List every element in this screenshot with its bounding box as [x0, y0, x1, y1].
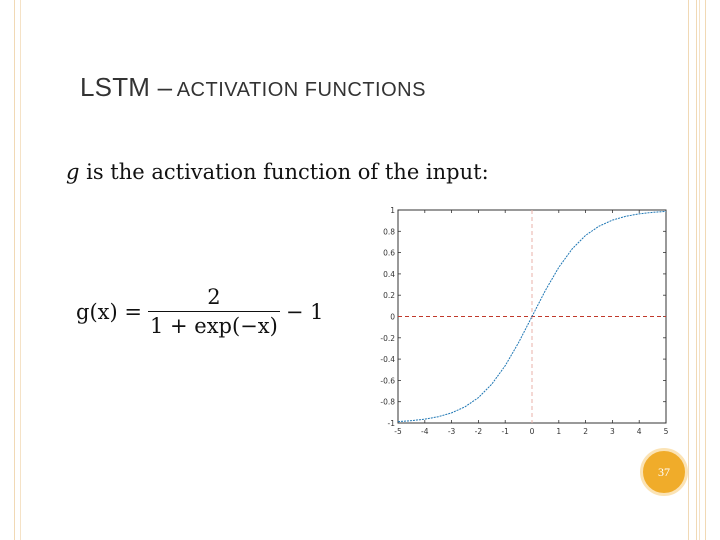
formula-denominator: 1 + exp(−x)	[148, 311, 280, 338]
y-tick-label: -0.4	[380, 355, 395, 365]
x-tick-labels	[394, 427, 668, 436]
x-tick-label: -1	[501, 427, 509, 436]
x-tick-label: -3	[447, 427, 456, 436]
y-tick-label: 0.2	[383, 291, 395, 301]
x-tick-label: -2	[474, 427, 483, 436]
y-tick-label: 0.8	[383, 227, 395, 237]
x-tick-label: 5	[663, 427, 669, 436]
x-tick-label: 4	[636, 427, 642, 436]
activation-formula	[76, 285, 323, 338]
page-number-badge	[640, 448, 688, 496]
y-tick-label: 0	[390, 312, 395, 322]
x-tick-label: 0	[529, 427, 535, 436]
x-tick-label: 3	[610, 427, 615, 436]
activation-chart	[370, 200, 675, 450]
formula-fraction	[148, 285, 280, 338]
formula-numerator: 2	[207, 285, 221, 309]
x-tick-label: -5	[394, 427, 402, 436]
formula-tail: − 1	[285, 299, 324, 324]
y-tick-label: 0.4	[383, 269, 395, 279]
y-tick-label: -0.8	[380, 397, 395, 407]
x-tick-label: -4	[421, 427, 429, 436]
y-tick-labels	[380, 206, 395, 428]
activation-chart-svg	[370, 200, 675, 445]
y-tick-label: -0.6	[380, 376, 395, 386]
formula-lhs: g(x) =	[76, 299, 142, 324]
slide-title-main: LSTM –	[80, 72, 173, 102]
page-number: 37	[658, 464, 670, 479]
slide-subtitle	[66, 160, 489, 184]
slide-title-rest: ACTIVATION FUNCTIONS	[176, 79, 426, 101]
slide-frame-right-line-2	[696, 0, 697, 540]
x-tick-label: 2	[583, 427, 588, 436]
y-tick-label: -0.2	[380, 333, 395, 343]
subtitle-text: is the activation function of the input:	[79, 160, 489, 184]
y-tick-label: 0.6	[383, 248, 395, 258]
x-tick-label: 1	[556, 427, 562, 436]
slide-title	[80, 72, 426, 103]
slide-frame-right-line	[688, 0, 689, 540]
subtitle-variable: g	[66, 160, 80, 184]
y-tick-label: 1	[390, 206, 395, 215]
y-tick-label: -1	[387, 419, 395, 428]
